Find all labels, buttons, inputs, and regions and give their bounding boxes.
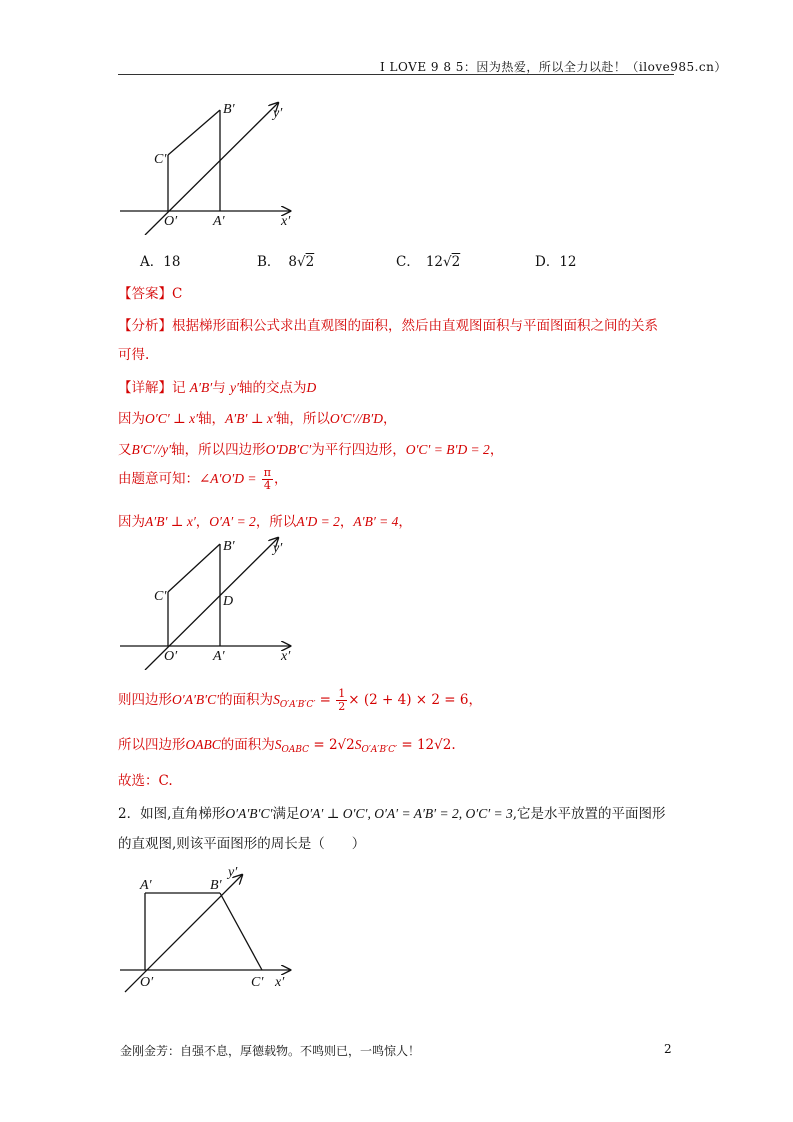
choice-c-radicand: 2 (451, 254, 461, 270)
segment-cb (168, 110, 220, 155)
choice-b[interactable] (257, 250, 314, 270)
analysis-line-2: 可得. (118, 347, 150, 363)
detail-line-2: 因为O′C′ ⊥ x′轴，A′B′ ⊥ x′轴，所以O′C′//B′D， (118, 411, 397, 427)
detail-line-3: 又B′C′//y′轴，所以四边形O′DB′C′为平行四边形，O′C′ = B′D = 2， (118, 442, 504, 458)
label-a: A′ (213, 649, 225, 664)
label-c: C′ (251, 975, 264, 990)
label-x: x′ (275, 975, 285, 990)
label-x: x′ (281, 214, 291, 229)
radical-icon: √ (443, 254, 452, 270)
label-b: B′ (210, 878, 222, 893)
detail-line-4: 由题意可知：∠A′O′D = $\frac{\pi}{4}$ ， (118, 466, 288, 492)
page-header: I LOVE 9 8 5：因为热爱，所以全力以赴！（ilove985.cn） (380, 60, 727, 74)
header-rule (118, 74, 674, 75)
label-b: B′ (223, 102, 235, 117)
answer-line (118, 282, 182, 302)
choice-d[interactable]: D．12 (535, 254, 577, 270)
label-y: y′ (273, 541, 283, 556)
choice-b-number: 8 (288, 254, 298, 270)
choice-a[interactable]: A．18 (140, 254, 181, 270)
area-line-1: 则四边形O′A′B′C′的面积为$S_{O'A'B'C'}$ = $\frac{1}{2}$ × (2 + 4) × 2 = 6， (118, 687, 482, 713)
fraction-pi-over-4: $\frac{\pi}{4}$ (263, 466, 271, 492)
label-o: O′ (164, 214, 178, 229)
detail-line-1: 【详解】记 A′B′与 y′轴的交点为D (118, 380, 317, 396)
fraction-one-half: $\frac{1}{2}$ (338, 687, 346, 713)
choice-c[interactable] (396, 250, 460, 270)
radical-icon: √ (297, 254, 306, 270)
label-o: O′ (164, 649, 178, 664)
analysis-line-1: 【分析】根据梯形面积公式求出直观图的面积，然后由直观图面积与平面图面积之间的关系 (118, 318, 658, 334)
figure-2-oblique-axes (110, 530, 310, 670)
problem-2-line-2: 的直观图,则该平面图形的周长是（ ） (118, 836, 366, 852)
figure-1-oblique-axes (110, 95, 310, 235)
conclusion: 故选：C. (118, 773, 173, 789)
label-c: C′ (154, 589, 167, 604)
label-b: B′ (223, 539, 235, 554)
label-c: C′ (154, 152, 167, 167)
segment-cb (168, 544, 220, 592)
label-y: y′ (228, 865, 238, 880)
detail-tag: 【详解】 (118, 380, 172, 396)
label-d: D (223, 594, 234, 609)
choice-c-prefix: C． (396, 254, 420, 270)
footer-motto: 金刚金芳：自强不息，厚德载物。不鸣则已，一鸣惊人！ (120, 1044, 421, 1058)
figure-3-right-trapezoid (110, 858, 310, 1003)
label-y: y′ (273, 106, 283, 121)
problem-2-line-1: 2．如图,直角梯形O′A′B′C′满足O′A′ ⊥ O′C′, O′A′ = A′B′ = 2, O′C′ = 3,它是水平放置的平面图形 (118, 806, 666, 822)
label-x: x′ (281, 649, 291, 664)
choice-b-prefix: B． (257, 254, 281, 270)
segment-bc (220, 893, 262, 970)
analysis-tag: 【分析】 (118, 318, 172, 334)
label-o: O′ (140, 975, 154, 990)
area-line-2: 所以四边形OABC的面积为$S_{OABC} = 2√2S_{O'A'B'C'} = 12√2$. (118, 737, 456, 755)
page-number: 2 (664, 1042, 672, 1056)
label-a: A′ (140, 878, 152, 893)
choice-c-number: 12 (425, 254, 444, 270)
label-a: A′ (213, 214, 225, 229)
answer-tag: 【答案】 (118, 286, 172, 302)
detail-line-5: 因为A′B′ ⊥ x′，O′A′ = 2，所以A′D = 2，A′B′ = 4， (118, 514, 412, 530)
answer-value: C (172, 286, 183, 302)
choice-b-radicand: 2 (305, 254, 315, 270)
